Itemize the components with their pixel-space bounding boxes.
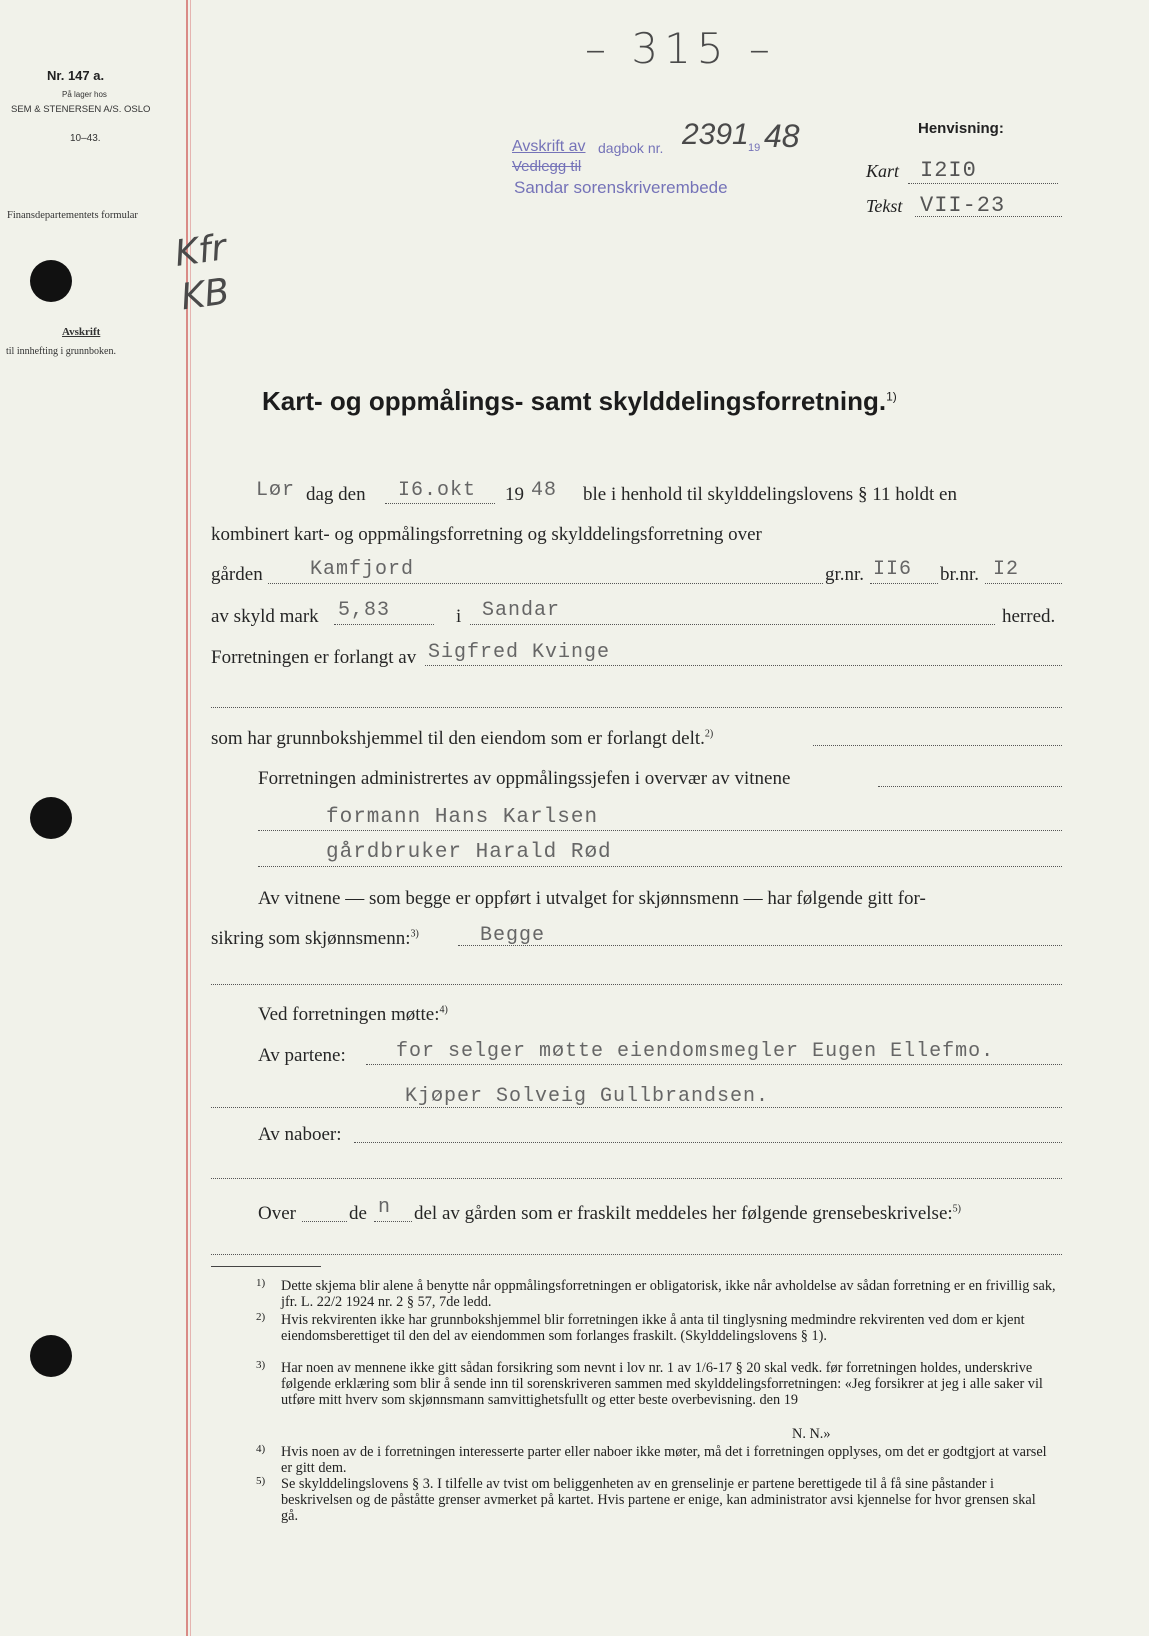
witness-blank-dotline	[211, 984, 1062, 985]
form-number: Nr. 147 a.	[47, 68, 105, 83]
neighbours-dotline	[354, 1142, 1062, 1143]
binder-hole-bottom	[30, 1335, 72, 1377]
initials: Kfr KB	[172, 227, 233, 319]
witness-2-dotline	[258, 866, 1062, 867]
witness-footnote-ref: 3)	[410, 928, 419, 940]
farm-name: Kamfjord	[310, 558, 415, 581]
footnote-4-number: 4)	[256, 1443, 266, 1455]
brnr-value: I2	[993, 558, 1020, 581]
kart-label: Kart	[866, 161, 900, 181]
witness-text-2-label: sikring som skjønnsmenn:	[211, 928, 411, 949]
footnote-2-text: Hvis rekvirenten ikke har grunnbokshjemmel blir forretningen ikke å anta til tinglysning medmindre rekvirenten ved dom er kjent eiendomsberettiget til den del av eiendommen som forlanges fraskilt. (Skylddelingslovens § 1).	[281, 1312, 1025, 1344]
boundary-footnote-ref: 5)	[952, 1203, 962, 1215]
footnote-2-number: 2)	[256, 1311, 266, 1323]
farm-dotline	[268, 583, 823, 584]
requested-label: Forretningen er forlangt av	[211, 647, 417, 668]
footnote-1-text: Dette skjema blir alene å benytte når oppmålingsforretningen er obligatorisk, ikke når avholdelse av sådan forretning er en frivillig sak, jfr. L. 22/2 1924 nr. 2 § 57, 7de ledd.	[281, 1278, 1056, 1310]
date-prefix: dag den	[306, 484, 366, 505]
weekday: Lør	[256, 479, 296, 502]
print-date: 10–43.	[70, 133, 101, 144]
de-label: de	[349, 1203, 367, 1224]
i-label: i	[456, 606, 462, 627]
footnote-5-text: Se skylddelingslovens § 3. I tilfelle av tvist om beliggenheten av en grenselinje er partene berettigede til å få sine påstander i beskrivelsen og de påståtte grenser avmerket på kartet. Hvis partene er enige, kan administrator avsi kjennelse for hvor grensen skal gå.	[281, 1476, 1036, 1524]
meeting-label	[258, 1004, 448, 1026]
kart-value: I2I0	[920, 158, 977, 183]
witness-text-2	[211, 928, 419, 950]
stamp-year-prefix: 19	[748, 142, 761, 154]
witness-text-1: Av vitnene — som begge er oppført i utvalget for skjønnsmenn — har følgende gitt for-	[258, 888, 926, 909]
stamp-journal-number-label: dagbok nr.	[598, 140, 664, 156]
footnote-separator	[211, 1266, 321, 1267]
neighbours-blank-dotline	[211, 1178, 1062, 1179]
skyld-label: av skyld mark	[211, 606, 319, 627]
over-dotline	[302, 1221, 347, 1222]
hjemmel-text	[211, 728, 713, 750]
kart-dotline	[908, 183, 1058, 184]
ministry-label: Finansdepartementets formular	[7, 210, 138, 221]
printer-line-1: På lager hos	[62, 90, 107, 99]
printer-line-2: SEM & STENERSEN A/S. OSLO	[11, 104, 151, 115]
farm-label: gården	[211, 564, 263, 585]
footnote-4-text: Hvis noen av de i forretningen interesserte parter eller naboer ikke møter, må det i forretningen opplyses, om det er godtgjort at varsel er gitt dem.	[281, 1444, 1047, 1476]
de-value: n	[378, 1196, 392, 1219]
stamp-copy-of: Avskrift av	[512, 138, 586, 155]
witness-2: gårdbruker Harald Rød	[326, 841, 612, 864]
skyld-dotline	[334, 624, 434, 625]
herred-dotline	[470, 624, 995, 625]
administered-dotline	[878, 786, 1062, 787]
meeting-footnote-ref: 4)	[439, 1004, 448, 1016]
party-1-dotline	[366, 1064, 1062, 1065]
footnote-3-number: 3)	[256, 1359, 266, 1371]
stamp	[512, 118, 832, 208]
stamp-journal-number: 2391	[682, 118, 749, 151]
brnr-label: br.nr.	[940, 564, 980, 585]
skyld-value: 5,83	[338, 599, 391, 622]
document-title	[262, 386, 897, 417]
hjemmel-dotline	[813, 745, 1062, 746]
tekst-value: VII-23	[920, 193, 1006, 218]
footnote-3-signature: N. N.»	[792, 1426, 831, 1442]
neighbours-label: Av naboer:	[258, 1124, 342, 1145]
hjemmel-footnote-ref: 2)	[704, 728, 714, 740]
stamp-attachment: Vedlegg til	[512, 158, 582, 175]
line1-text: ble i henhold til skylddelingslovens § 11 holdt en	[583, 484, 957, 505]
grnr-label: gr.nr.	[825, 564, 865, 585]
date-dotline	[385, 503, 495, 504]
herred-name: Sandar	[482, 599, 561, 622]
tekst-dotline	[915, 216, 1062, 217]
party-2: Kjøper Solveig Gullbrandsen.	[405, 1085, 770, 1108]
meeting-label-text: Ved forretningen møtte:	[258, 1004, 440, 1025]
brnr-dotline	[985, 583, 1062, 584]
requested-by: Sigfred Kvinge	[428, 641, 611, 664]
page-number: – 315 –	[585, 24, 776, 73]
de-dotline	[374, 1221, 412, 1222]
reference-heading: Henvisning:	[918, 120, 1004, 137]
administered-text: Forretningen administrertes av oppmålingssjefen i overvær av vitnene	[258, 768, 791, 789]
boundary-label: del av gården som er fraskilt meddeles her følgende grensebeskrivelse:	[414, 1203, 953, 1224]
binder-hole-middle	[30, 797, 72, 839]
copy-label: Avskrift	[62, 326, 101, 338]
witness-answer: Begge	[480, 924, 546, 947]
witness-answer-dotline	[458, 945, 1062, 946]
party-2-dotline	[211, 1107, 1062, 1108]
requested-dotline	[425, 665, 1062, 666]
stamp-year: 48	[764, 118, 800, 154]
grnr-value: II6	[873, 558, 913, 581]
footnote-5-number: 5)	[256, 1475, 266, 1487]
year-value: 48	[531, 479, 558, 502]
party-1: for selger møtte eiendomsmegler Eugen Ellefmo.	[396, 1040, 995, 1063]
line2-text: kombinert kart- og oppmålingsforretning og skylddelingsforretning over	[211, 524, 762, 545]
over-label: Over	[258, 1203, 296, 1224]
title-text: Kart- og oppmålings- samt skylddelingsforretning.	[262, 386, 887, 416]
requested-dotline-2	[211, 707, 1062, 708]
footnote-3-text: Har noen av mennene ikke gitt sådan forsikring som nevnt i lov nr. 1 av 1/6-17 § 20 skal vedk. før forretningen holdes, underskrive følgende erklæring som blir å sende inn til sorenskriveren sammen med skylddelingsforretningen: «Jeg forsikrer at jeg i alle saker vil utføre mitt hverv som skjønnsmann samvittighetsfullt og etter beste overbevisning. den 19	[281, 1360, 1043, 1408]
grnr-dotline	[870, 583, 938, 584]
parties-label: Av partene:	[258, 1045, 346, 1066]
witness-1-dotline	[258, 830, 1062, 831]
boundary-text	[414, 1203, 961, 1225]
tekst-label: Tekst	[866, 196, 903, 216]
footnote-1-number: 1)	[256, 1277, 266, 1289]
witness-1: formann Hans Karlsen	[326, 806, 599, 829]
boundary-dotline	[211, 1254, 1062, 1255]
stamp-court: Sandar sorenskriverembede	[514, 178, 728, 197]
year-prefix: 19	[505, 484, 524, 505]
date-value: I6.okt	[398, 479, 477, 502]
title-footnote-ref: 1)	[886, 389, 897, 404]
binder-hole-top	[30, 260, 72, 302]
hjemmel-label: som har grunnbokshjemmel til den eiendom som er forlangt delt.	[211, 728, 705, 749]
herred-label: herred.	[1002, 606, 1056, 627]
copy-note: til innhefting i grunnboken.	[6, 346, 116, 357]
